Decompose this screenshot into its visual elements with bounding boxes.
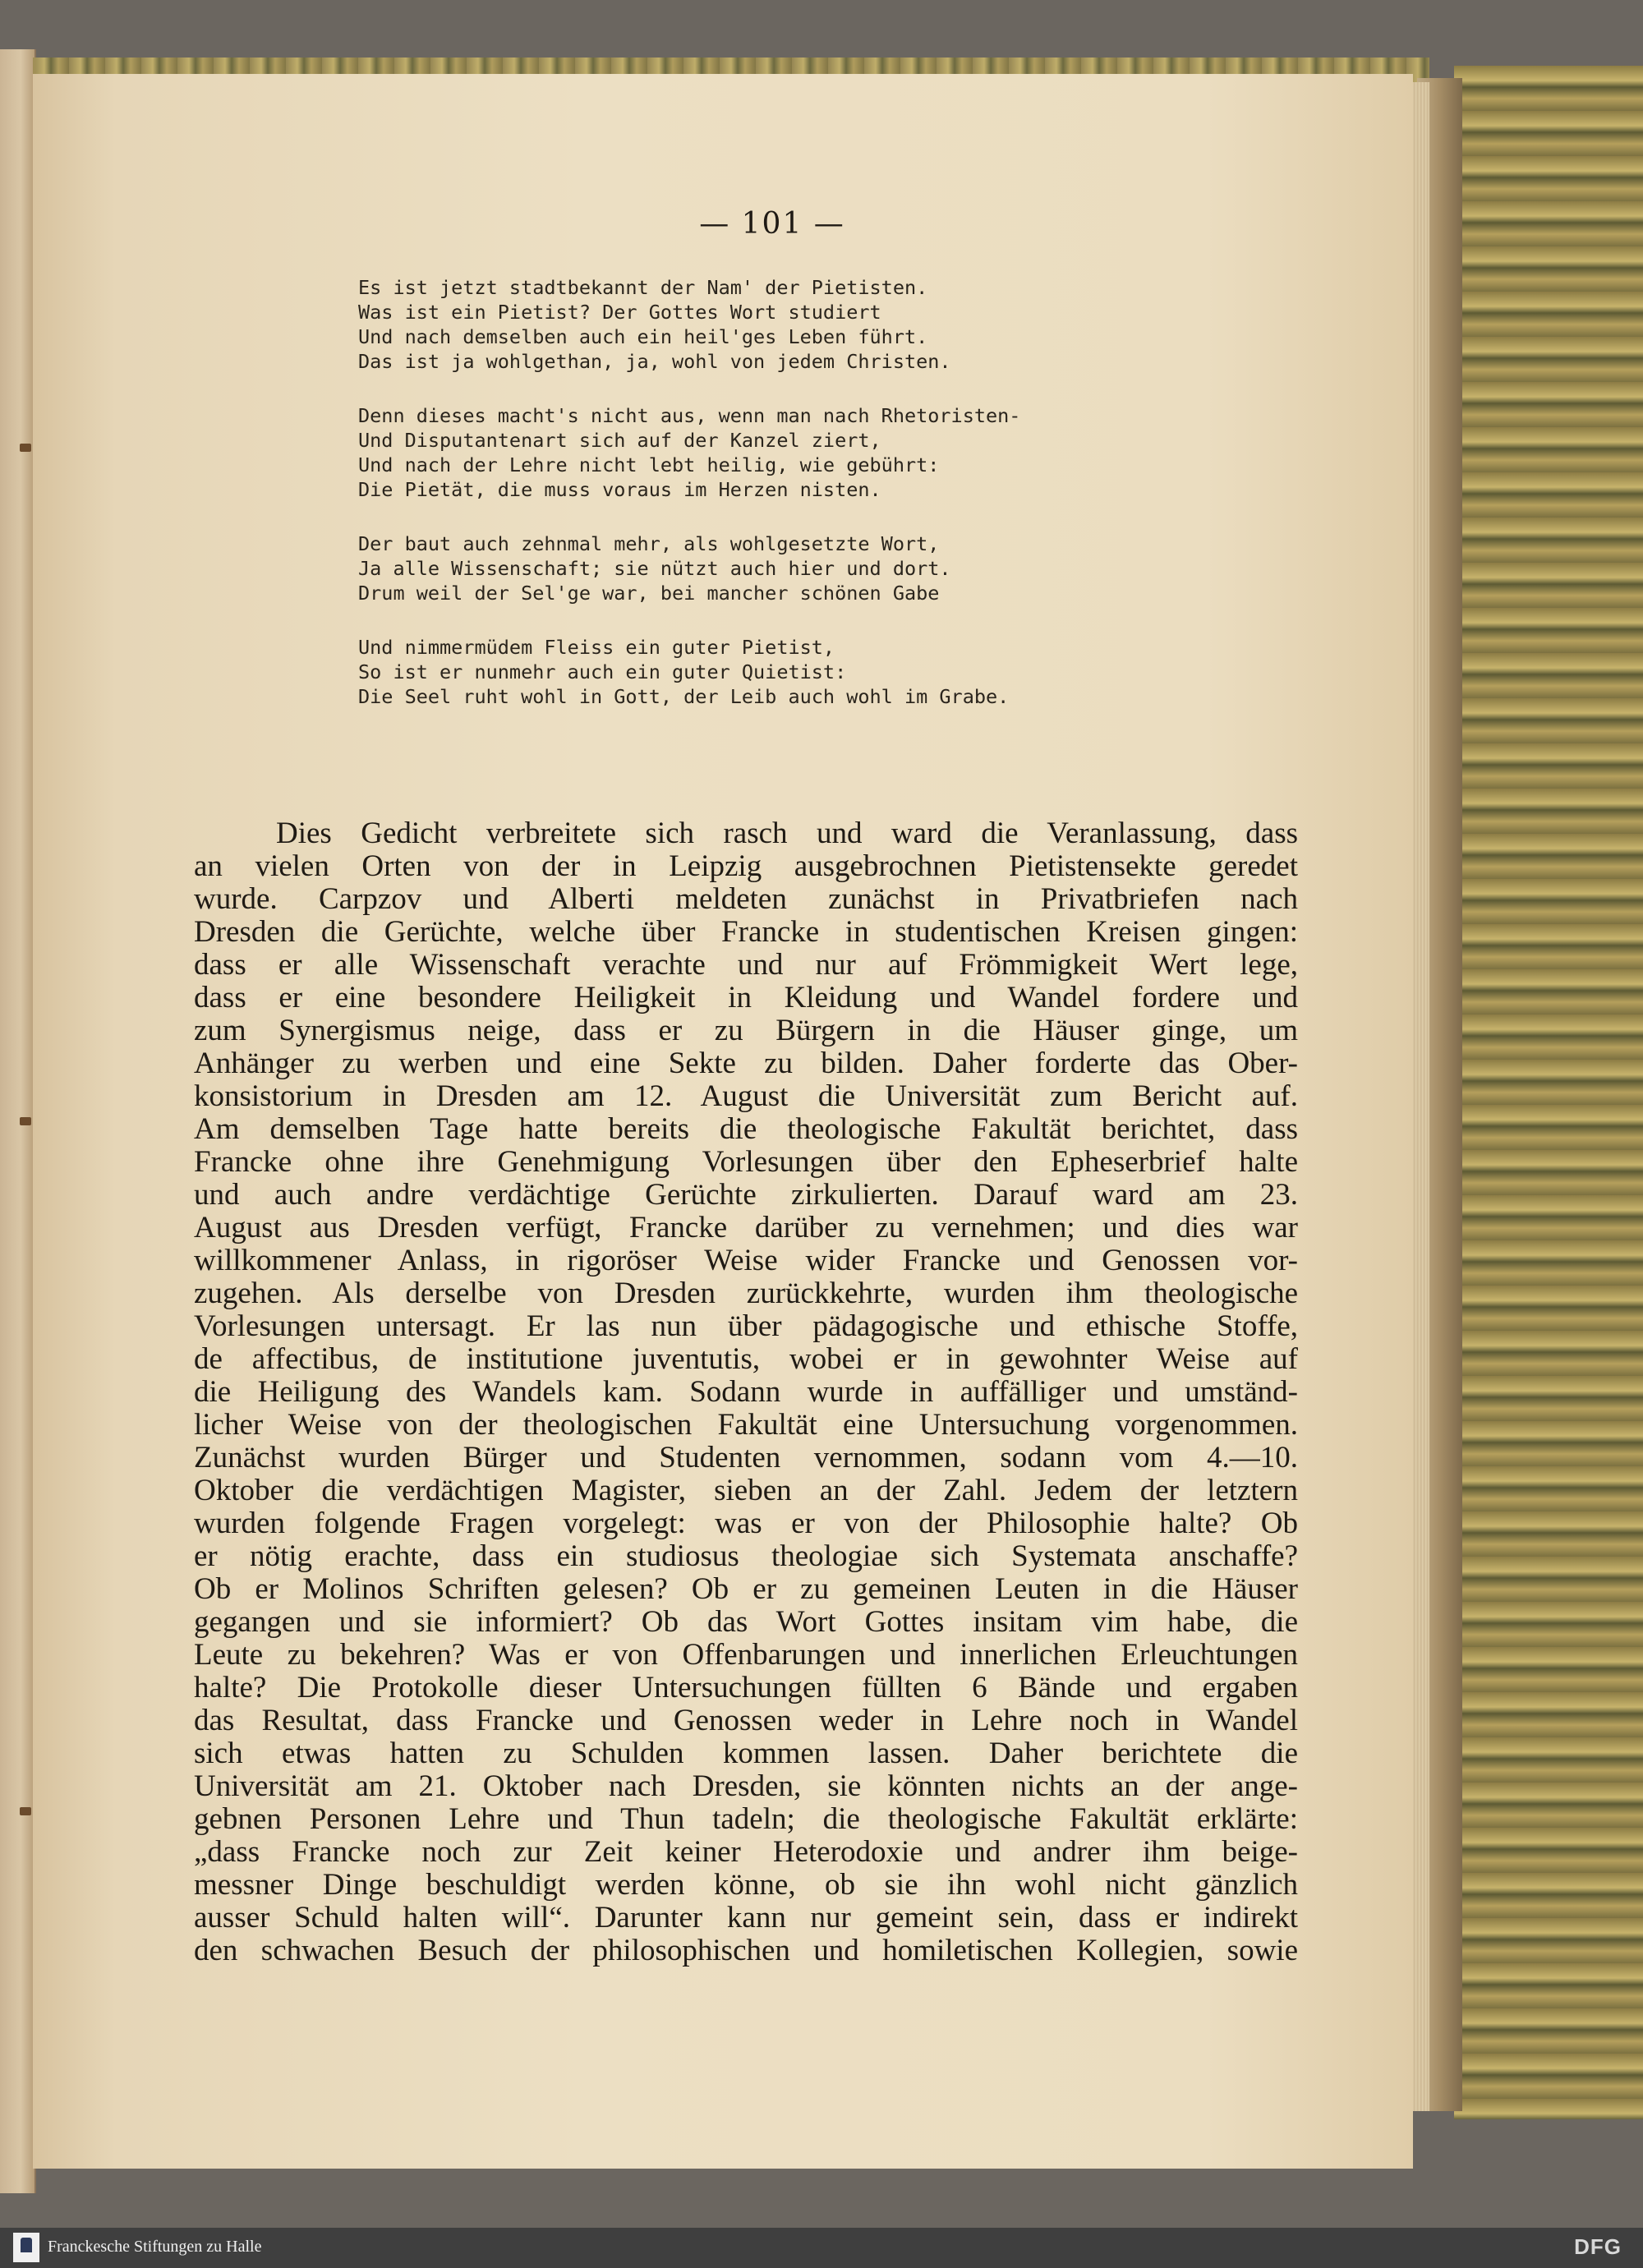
text-line: das Resultat, dass Francke und Genossen weder in Lehre noch in Wandel: [194, 1704, 1298, 1737]
text-line: Francke ohne ihre Genehmigung Vorlesungen über den Epheserbrief halte: [194, 1145, 1298, 1179]
viewer-footer: [0, 2228, 1643, 2268]
poem-line: Die Pietät, die muss voraus im Herzen nisten.: [358, 478, 881, 501]
poem-line: Die Seel ruht wohl in Gott, der Leib auch wohl im Grabe.: [358, 685, 1010, 708]
poem-line: Und Disputantenart sich auf der Kanzel ziert,: [358, 429, 881, 452]
text-line: und auch andre verdächtige Gerüchte zirkulierten. Darauf ward am 23.: [194, 1178, 1298, 1212]
poem-line: Das ist ja wohlgethan, ja, wohl von jedem Christen.: [358, 350, 951, 373]
building-icon: [21, 2238, 32, 2252]
text-line: ausser Schuld halten will“. Darunter kann nur gemeint sein, dass er indirekt: [194, 1901, 1298, 1934]
poem-line: Denn dieses macht's nicht aus, wenn man nach Rhetoristen-: [358, 404, 1021, 427]
poem-line: So ist er nunmehr auch ein guter Quietist:: [358, 660, 847, 683]
text-line: Universität am 21. Oktober nach Dresden, sie könnten nichts an der ange-: [194, 1769, 1298, 1803]
poem-line: Drum weil der Sel'ge war, bei mancher schönen Gabe: [358, 582, 940, 605]
text-line: den schwachen Besuch der philosophischen und homiletischen Kollegien, sowie: [194, 1934, 1298, 1967]
text-line: dass er eine besondere Heiligkeit in Kleidung und Wandel fordere und: [194, 981, 1298, 1014]
text-line: licher Weise von der theologischen Fakultät eine Untersuchung vorgenommen.: [194, 1408, 1298, 1442]
text-line: er nötig erachte, dass ein studiosus theologiae sich Systemata anschaffe?: [194, 1539, 1298, 1573]
text-line: dass er alle Wissenschaft verachte und nur auf Frömmigkeit Wert lege,: [194, 948, 1298, 982]
binding-thread-mark: [20, 1807, 31, 1815]
poem-line: Und nimmermüdem Fleiss ein guter Pietist,: [358, 636, 835, 659]
poem-line: Der baut auch zehnmal mehr, als wohlgesetzte Wort,: [358, 532, 940, 555]
book-page: [33, 74, 1413, 2169]
body-paragraph: [194, 817, 1298, 1967]
text-line: de affectibus, de institutione juventutis, wobei er in gewohnter Weise auf: [194, 1342, 1298, 1376]
poem-block: [358, 275, 1180, 709]
text-line: Anhänger zu werben und eine Sekte zu bilden. Daher forderte das Ober-: [194, 1047, 1298, 1080]
text-line: Dies Gedicht verbreitete sich rasch und ward die Veranlassung, dass: [276, 817, 1298, 850]
text-line: Oktober die verdächtigen Magister, sieben an der Zahl. Jedem der letztern: [194, 1474, 1298, 1507]
poem-stanza: [358, 635, 1180, 709]
binding-thread-mark: [20, 444, 31, 452]
page-number: — 101 —: [699, 207, 845, 241]
funder-logo: DFG: [1574, 2234, 1622, 2259]
text-line: an vielen Orten von der in Leipzig ausgebrochnen Pietistensekte geredet: [194, 849, 1298, 883]
text-line: Dresden die Gerüchte, welche über Francke in studentischen Kreisen gingen:: [194, 915, 1298, 949]
text-line: gebnen Personen Lehre und Thun tadeln; die theologische Fakultät erklärte:: [194, 1802, 1298, 1836]
text-line: wurde. Carpzov und Alberti meldeten zunächst in Privatbriefen nach: [194, 882, 1298, 916]
text-line: messner Dinge beschuldigt werden könne, ob sie ihn wohl nicht gänzlich: [194, 1868, 1298, 1902]
binding-thread-mark: [20, 1117, 31, 1125]
text-line: willkommener Anlass, in rigoröser Weise wider Francke und Genossen vor-: [194, 1244, 1298, 1277]
text-line: zum Synergismus neige, dass er zu Bürgern in die Häuser ginge, um: [194, 1014, 1298, 1047]
text-line: zugehen. Als derselbe von Dresden zurückkehrte, wurden ihm theologische: [194, 1277, 1298, 1310]
text-line: Ob er Molinos Schriften gelesen? Ob er zu gemeinen Leuten in die Häuser: [194, 1572, 1298, 1606]
text-line: Vorlesungen untersagt. Er las nun über pädagogische und ethische Stoffe,: [194, 1309, 1298, 1343]
text-line: halte? Die Protokolle dieser Untersuchungen füllten 6 Bände und ergaben: [194, 1671, 1298, 1704]
text-line: Leute zu bekehren? Was er von Offenbarungen und innerlichen Erleuchtungen: [194, 1638, 1298, 1672]
text-line: August aus Dresden verfügt, Francke darüber zu vernehmen; und dies war: [194, 1211, 1298, 1244]
poem-stanza: [358, 403, 1180, 502]
poem-stanza: [358, 531, 1180, 605]
previous-page-edge: [0, 49, 36, 2193]
marbled-cover-right: [1454, 66, 1643, 2119]
text-line: Zunächst wurden Bürger und Studenten vernommen, sodann vom 4.—10.: [194, 1441, 1298, 1474]
poem-line: Es ist jetzt stadtbekannt der Nam' der Pietisten.: [358, 276, 928, 299]
text-line: die Heiligung des Wandels kam. Sodann wurde in auffälliger und umständ-: [194, 1375, 1298, 1409]
poem-stanza: [358, 275, 1180, 374]
text-line: Am demselben Tage hatte bereits die theologische Fakultät berichtet, dass: [194, 1112, 1298, 1146]
text-line: wurden folgende Fragen vorgelegt: was er von der Philosophie halte? Ob: [194, 1507, 1298, 1540]
text-line: konsistorium in Dresden am 12. August die Universität zum Bericht auf.: [194, 1079, 1298, 1113]
poem-line: Und nach der Lehre nicht lebt heilig, wie gebührt:: [358, 453, 940, 476]
text-line: „dass Francke noch zur Zeit keiner Heterodoxie und andrer ihm beige-: [194, 1835, 1298, 1869]
institution-logo[interactable]: [13, 2233, 39, 2262]
text-line: gegangen und sie informiert? Ob das Wort Gottes insitam vim habe, die: [194, 1605, 1298, 1639]
institution-name[interactable]: Franckesche Stiftungen zu Halle: [48, 2238, 262, 2256]
poem-line: Was ist ein Pietist? Der Gottes Wort studiert: [358, 301, 881, 324]
text-line: sich etwas hatten zu Schulden kommen lassen. Daher berichtete die: [194, 1737, 1298, 1770]
poem-line: Ja alle Wissenschaft; sie nützt auch hier und dort.: [358, 557, 951, 580]
poem-line: Und nach demselben auch ein heil'ges Leben führt.: [358, 325, 928, 348]
